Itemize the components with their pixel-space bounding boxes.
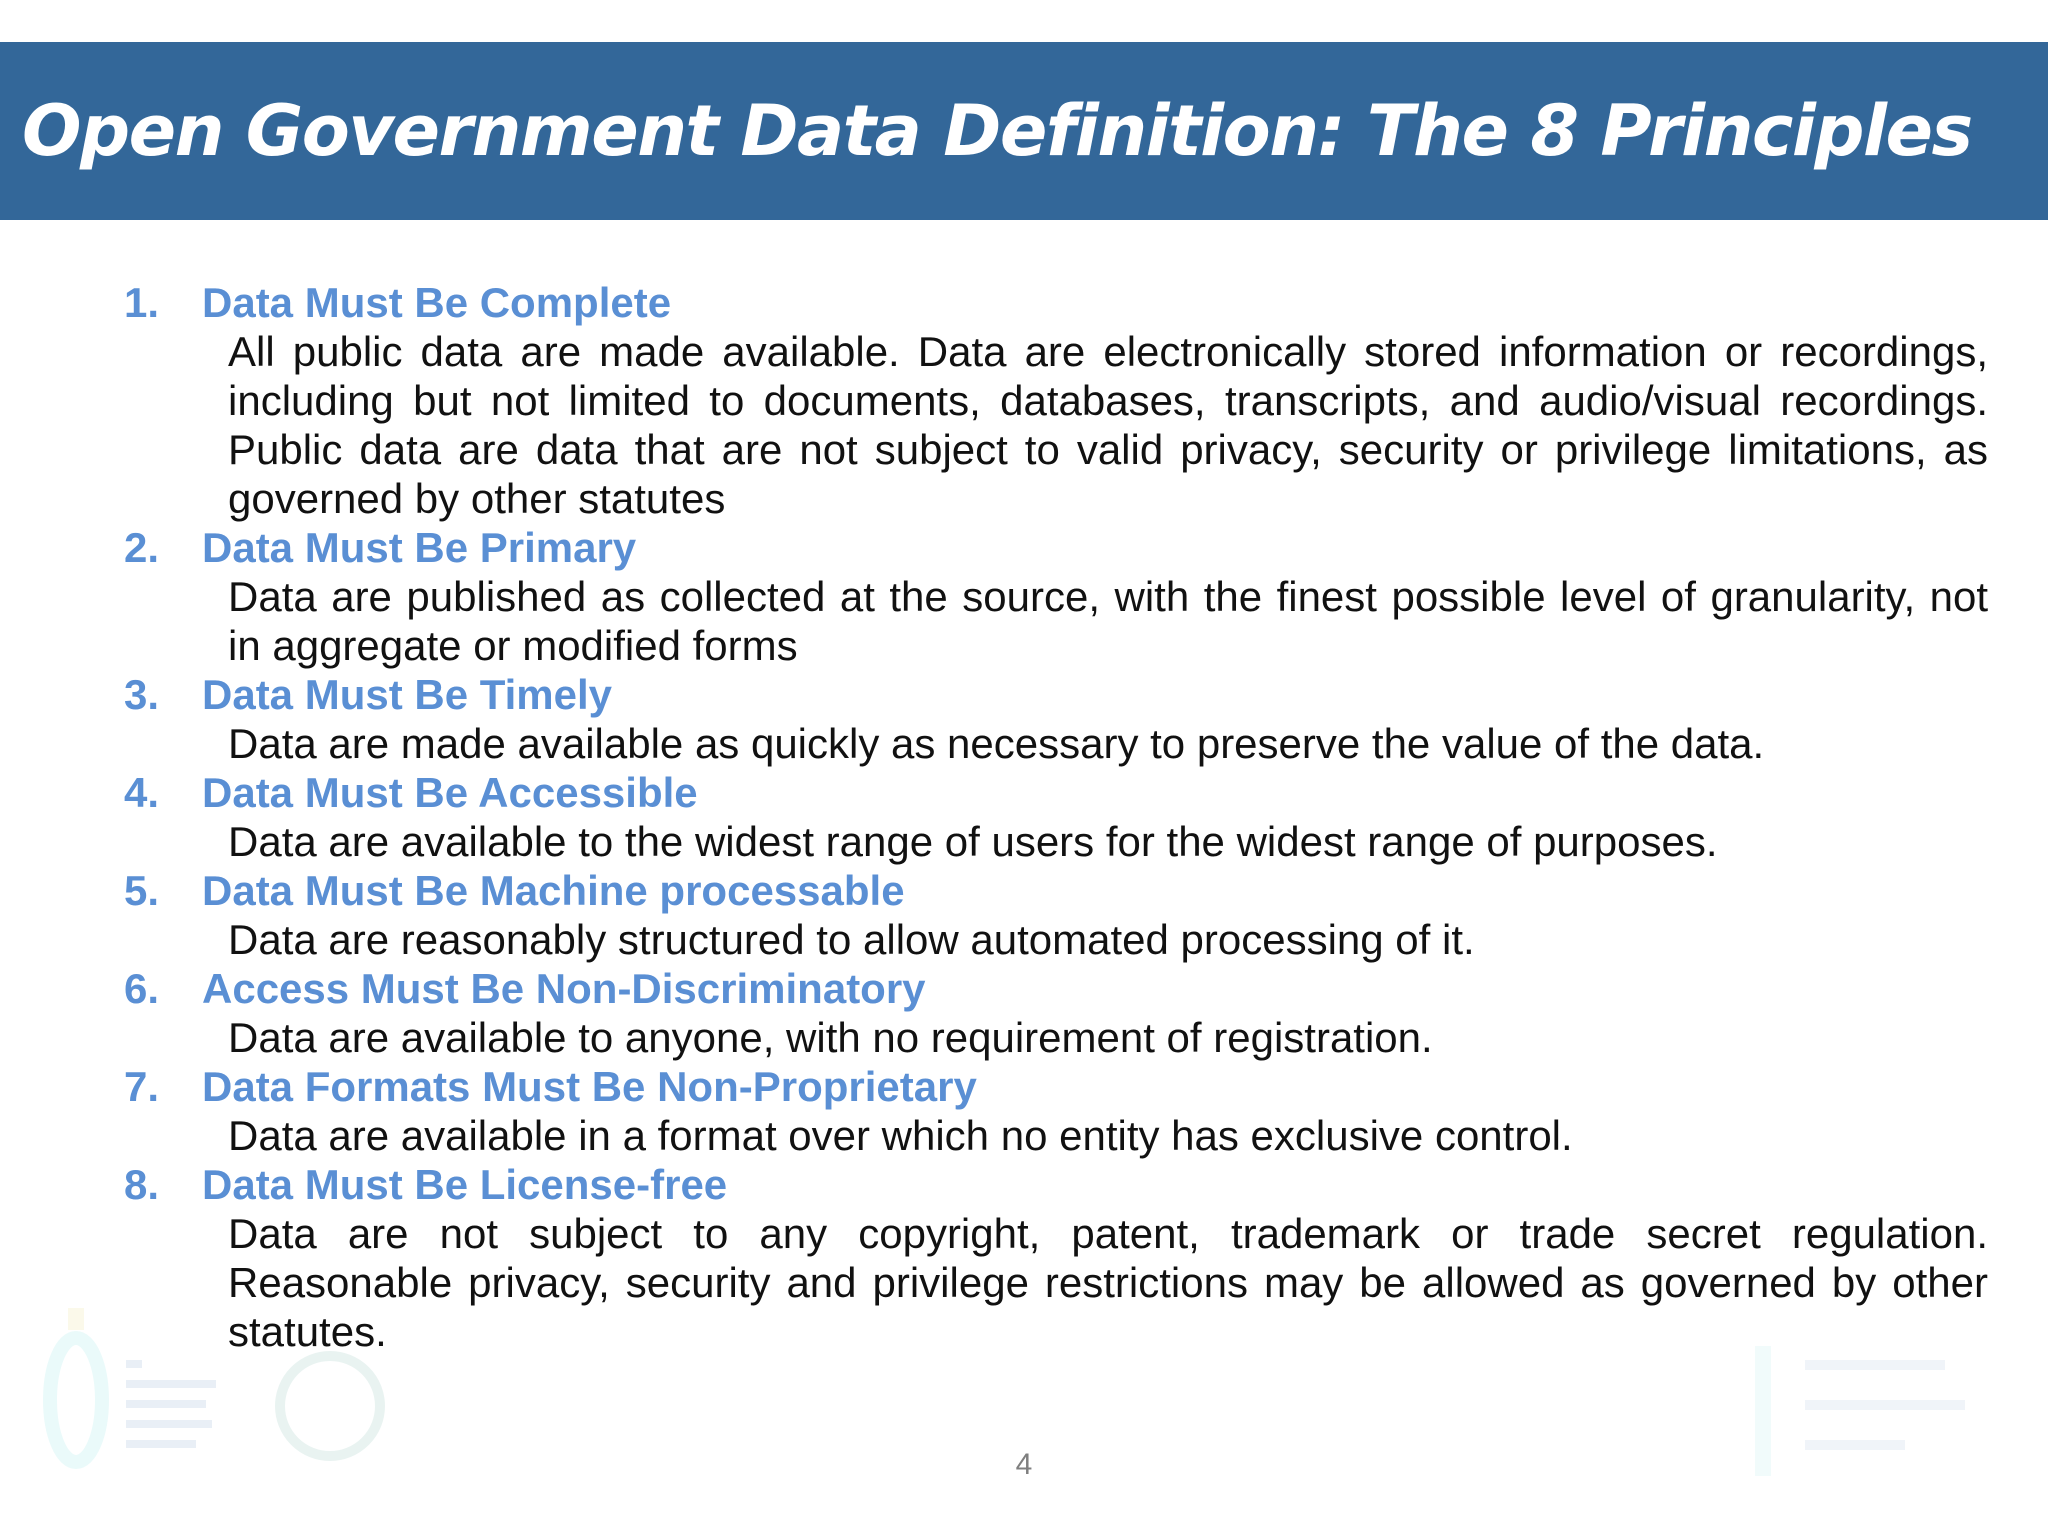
principle-item xyxy=(124,278,1988,523)
principle-number: 5. xyxy=(124,867,160,914)
slide-title: Open Government Data Definition: The 8 Principles xyxy=(22,90,1972,172)
principles-list xyxy=(124,278,1988,1356)
principle-description: Data are available to anyone, with no requirement of registration. xyxy=(228,1014,1433,1061)
principle-heading xyxy=(124,523,1988,572)
principle-title: Data Must Be Timely xyxy=(202,671,613,718)
principle-title: Data Must Be Primary xyxy=(202,524,637,571)
principle-heading xyxy=(124,278,1988,327)
principle-item xyxy=(124,670,1988,768)
principle-heading xyxy=(124,670,1988,719)
principle-number: 7. xyxy=(124,1063,160,1110)
title-bar xyxy=(0,42,2048,220)
principle-number: 2. xyxy=(124,524,160,571)
principle-title: Data Must Be Machine processable xyxy=(202,867,905,914)
principle-description: Data are available in a format over which no entity has exclusive control. xyxy=(228,1112,1573,1159)
principle-description: Data are available to the widest range of users for the widest range of purposes. xyxy=(228,818,1718,865)
principle-description: All public data are made available. Data are electronically stored information or recordings, including but not limited to documents, databases, transcripts, and audio/visual recordings. Public data are data that are not subject to valid privacy, security or privilege limitations, as governed by other statutes xyxy=(228,328,1988,522)
principle-item xyxy=(124,866,1988,964)
principle-title: Access Must Be Non-Discriminatory xyxy=(202,965,926,1012)
principle-number: 8. xyxy=(124,1161,160,1208)
principle-heading xyxy=(124,768,1988,817)
principle-heading xyxy=(124,866,1988,915)
principle-description: Data are reasonably structured to allow automated processing of it. xyxy=(228,916,1475,963)
principle-item xyxy=(124,1062,1988,1160)
principle-description: Data are published as collected at the source, with the finest possible level of granularity, not in aggregate or modified forms xyxy=(228,573,1988,669)
principle-heading xyxy=(124,1062,1988,1111)
principle-item xyxy=(124,523,1988,670)
principle-title: Data Must Be Complete xyxy=(202,279,672,326)
principle-title: Data Must Be License-free xyxy=(202,1161,728,1208)
principle-number: 6. xyxy=(124,965,160,1012)
principle-item xyxy=(124,768,1988,866)
principle-title: Data Must Be Accessible xyxy=(202,769,698,816)
principle-item xyxy=(124,964,1988,1062)
principle-number: 4. xyxy=(124,769,160,816)
principle-description: Data are made available as quickly as necessary to preserve the value of the data. xyxy=(228,720,1765,767)
page-number: 4 xyxy=(1015,1448,1033,1481)
principle-title: Data Formats Must Be Non-Proprietary xyxy=(202,1063,977,1110)
principle-description: Data are not subject to any copyright, patent, trademark or trade secret regulation. Reasonable privacy, security and privilege restrictions may be allowed as governed by other statutes. xyxy=(228,1210,1988,1355)
principle-number: 1. xyxy=(124,279,160,326)
principle-heading xyxy=(124,964,1988,1013)
principle-heading xyxy=(124,1160,1988,1209)
principle-number: 3. xyxy=(124,671,160,718)
